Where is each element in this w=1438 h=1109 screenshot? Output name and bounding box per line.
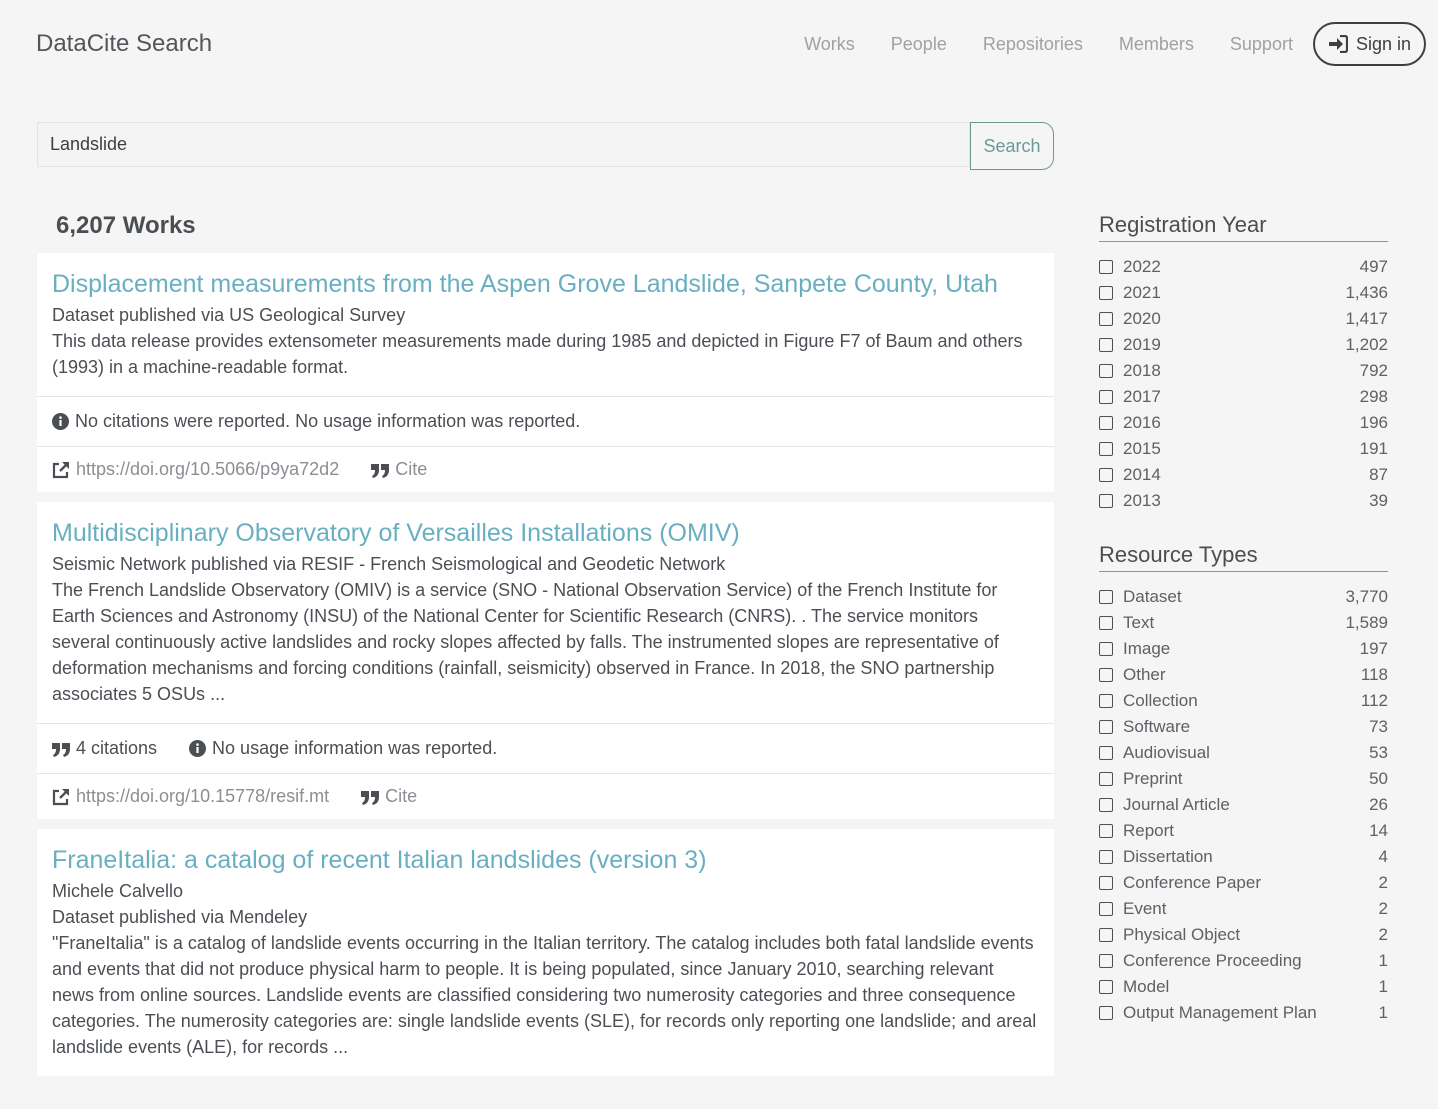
facet-option-label: 2021 — [1123, 283, 1161, 302]
checkbox[interactable] — [1099, 312, 1113, 326]
registration_year-option[interactable] — [1099, 384, 1388, 410]
facet-option-label: Text — [1123, 613, 1155, 632]
facet-option-label: Conference Paper — [1123, 873, 1261, 892]
checkbox[interactable] — [1099, 850, 1113, 864]
facet-title: Registration Year — [1099, 212, 1388, 242]
result-metrics — [37, 723, 1054, 773]
result-card — [37, 502, 1054, 819]
facet-option-label: Dataset — [1123, 587, 1182, 606]
resource_types-option[interactable] — [1099, 818, 1388, 844]
brand-logo[interactable]: DataCite Search — [36, 30, 213, 57]
resource_types-option[interactable] — [1099, 896, 1388, 922]
citations-count[interactable]: 4 citations — [76, 738, 158, 758]
facet-option-count: 197 — [1359, 639, 1388, 658]
checkbox[interactable] — [1099, 590, 1113, 604]
result-published: Seismic Network published via RESIF - French Seismological and Geodetic Network — [52, 554, 726, 574]
usage-text: No usage information was reported. — [212, 738, 498, 758]
checkbox[interactable] — [1099, 616, 1113, 630]
sign-in-label: Sign in — [1355, 33, 1411, 54]
checkbox[interactable] — [1099, 746, 1113, 760]
facet-option-label: 2015 — [1123, 439, 1161, 458]
cite-label: Cite — [385, 786, 418, 806]
checkbox[interactable] — [1099, 468, 1113, 482]
facet-option-label: Conference Proceeding — [1123, 951, 1302, 970]
registration_year-option[interactable] — [1099, 410, 1388, 436]
facet-option-label: 2016 — [1123, 413, 1161, 432]
doi-link[interactable] — [52, 459, 339, 480]
registration_year-option[interactable] — [1099, 332, 1388, 358]
checkbox[interactable] — [1099, 260, 1113, 274]
facet-option-count: 497 — [1359, 257, 1388, 276]
checkbox[interactable] — [1099, 642, 1113, 656]
resource_types-option[interactable] — [1099, 792, 1388, 818]
registration_year-option[interactable] — [1099, 306, 1388, 332]
nav-repositories[interactable]: Repositories — [982, 34, 1083, 54]
resource_types-option[interactable] — [1099, 662, 1388, 688]
result-metrics — [37, 396, 1054, 446]
doi-text: https://doi.org/10.15778/resif.mt — [76, 786, 330, 806]
result-title[interactable]: Displacement measurements from the Aspen Grove Landslide, Sanpete County, Utah — [52, 270, 998, 298]
sign-in-icon — [1328, 35, 1348, 53]
facet-option-count: 2 — [1378, 925, 1388, 944]
resource_types-option[interactable] — [1099, 688, 1388, 714]
result-title[interactable]: FraneItalia: a catalog of recent Italian landslides (version 3) — [52, 846, 707, 874]
facet-option-label: Image — [1123, 639, 1171, 658]
result-card — [37, 829, 1054, 1076]
facet-option-count: 4 — [1378, 847, 1388, 866]
result-published: Dataset published via US Geological Survey — [52, 305, 406, 325]
checkbox[interactable] — [1099, 1006, 1113, 1020]
resource_types-option[interactable] — [1099, 584, 1388, 610]
resource_types-option[interactable] — [1099, 948, 1388, 974]
facet-option-count: 1 — [1378, 977, 1388, 996]
checkbox[interactable] — [1099, 494, 1113, 508]
results-count: 6,207 Works — [56, 212, 196, 239]
facet-option-count: 1,417 — [1345, 309, 1388, 328]
registration_year-option[interactable] — [1099, 280, 1388, 306]
result-links — [37, 446, 1054, 492]
facet-option-label: Event — [1123, 899, 1167, 918]
doi-link[interactable] — [52, 786, 329, 807]
checkbox[interactable] — [1099, 954, 1113, 968]
facet-option-count: 50 — [1369, 769, 1388, 788]
search-input[interactable] — [37, 122, 970, 167]
checkbox[interactable] — [1099, 720, 1113, 734]
checkbox[interactable] — [1099, 364, 1113, 378]
facet-option-count: 87 — [1369, 465, 1388, 484]
checkbox[interactable] — [1099, 980, 1113, 994]
info-icon — [52, 413, 69, 430]
facet-option-count: 118 — [1360, 665, 1388, 684]
nav-works[interactable]: Works — [804, 34, 855, 54]
facet-option-count: 191 — [1359, 439, 1388, 458]
search-bar — [37, 122, 1054, 170]
result-author[interactable]: Michele Calvello — [52, 881, 184, 901]
facet-option-label: Journal Article — [1123, 795, 1230, 814]
top-nav — [804, 22, 1426, 66]
facet-option-count: 1,436 — [1345, 283, 1388, 302]
facet-option-count: 3,770 — [1345, 587, 1388, 606]
facet-option-count: 2 — [1378, 899, 1388, 918]
checkbox[interactable] — [1099, 416, 1113, 430]
facet-registration-year — [1099, 212, 1388, 514]
checkbox[interactable] — [1099, 668, 1113, 682]
facet-option-count: 298 — [1359, 387, 1388, 406]
nav-members[interactable]: Members — [1118, 34, 1194, 54]
quote-icon — [361, 789, 379, 805]
facet-option-label: Output Management Plan — [1123, 1003, 1317, 1022]
facet-option-count: 792 — [1359, 361, 1388, 380]
doi-text: https://doi.org/10.5066/p9ya72d2 — [76, 459, 340, 479]
facet-option-count: 1 — [1378, 951, 1388, 970]
resource_types-option[interactable] — [1099, 922, 1388, 948]
results-list — [37, 253, 1054, 1086]
facet-resource-types — [1099, 542, 1388, 1026]
facet-option-label: Report — [1123, 821, 1175, 840]
facet-option-label: Dissertation — [1123, 847, 1213, 866]
resource_types-option[interactable] — [1099, 610, 1388, 636]
result-description: This data release provides extensometer measurements made during 1985 and depicted in Figure F7 of Baum and others (1993) in a machine-readable format. — [52, 331, 1023, 377]
usage-text: No citations were reported. No usage information was reported. — [75, 411, 581, 431]
facet-option-count: 196 — [1359, 413, 1388, 432]
search-button[interactable]: Search — [970, 122, 1054, 170]
result-card — [37, 253, 1054, 492]
registration_year-option[interactable] — [1099, 358, 1388, 384]
facet-title: Resource Types — [1099, 542, 1388, 572]
resource_types-option[interactable] — [1099, 714, 1388, 740]
registration_year-option[interactable] — [1099, 488, 1388, 514]
facet-option-label: 2014 — [1123, 465, 1161, 484]
registration_year-option[interactable] — [1099, 254, 1388, 280]
info-icon — [189, 740, 206, 757]
facet-option-label: Collection — [1123, 691, 1198, 710]
facet-option-count: 73 — [1369, 717, 1388, 736]
external-link-icon — [52, 461, 70, 479]
facet-option-label: 2013 — [1123, 491, 1161, 510]
checkbox[interactable] — [1099, 798, 1113, 812]
resource_types-option[interactable] — [1099, 636, 1388, 662]
facet-option-count: 26 — [1369, 795, 1388, 814]
registration_year-option[interactable] — [1099, 462, 1388, 488]
result-description: The French Landslide Observatory (OMIV) is a service (SNO - National Observation Service) of the French Institute for Earth Sciences and Astronomy (INSU) of the National Center for Scientific Research (CNRS). . The service monitors several continuously active landslides and rocky slopes affected by falls. The instrumented slopes are representative of deformation mechanisms and forcing conditions (rainfall, seismicity) observed in France. In 2018, the SNO partnership associates 5 OSUs ... — [52, 580, 999, 704]
facet-option-count: 1,589 — [1345, 613, 1388, 632]
checkbox[interactable] — [1099, 338, 1113, 352]
external-link-icon — [52, 788, 70, 806]
facet-option-label: 2022 — [1123, 257, 1161, 276]
cite-button[interactable] — [371, 459, 427, 480]
facet-option-count: 1,202 — [1345, 335, 1388, 354]
registration_year-option[interactable] — [1099, 436, 1388, 462]
facet-option-count: 14 — [1369, 821, 1388, 840]
resource_types-option[interactable] — [1099, 870, 1388, 896]
cite-button[interactable] — [361, 786, 417, 807]
resource_types-option[interactable] — [1099, 740, 1388, 766]
checkbox[interactable] — [1099, 772, 1113, 786]
checkbox[interactable] — [1099, 286, 1113, 300]
result-links — [37, 773, 1054, 819]
checkbox[interactable] — [1099, 902, 1113, 916]
sign-in-button[interactable] — [1313, 22, 1426, 66]
facet-option-count: 39 — [1369, 491, 1388, 510]
nav-people[interactable]: People — [890, 34, 947, 54]
checkbox[interactable] — [1099, 390, 1113, 404]
quote-icon — [52, 741, 70, 757]
result-title[interactable]: Multidisciplinary Observatory of Versailles Installations (OMIV) — [52, 519, 740, 547]
facet-option-label: 2018 — [1123, 361, 1161, 380]
checkbox[interactable] — [1099, 694, 1113, 708]
facet-option-label: 2020 — [1123, 309, 1161, 328]
resource_types-option[interactable] — [1099, 1000, 1388, 1026]
result-published: Dataset published via Mendeley — [52, 907, 308, 927]
checkbox[interactable] — [1099, 824, 1113, 838]
resource_types-option[interactable] — [1099, 974, 1388, 1000]
facet-option-count: 112 — [1360, 691, 1388, 710]
checkbox[interactable] — [1099, 928, 1113, 942]
result-description: "FraneItalia" is a catalog of landslide events occurring in the Italian territory. The catalog includes both fatal landslide events and events that did not produce physical harm to people. It is being populated, since January 2010, searching relevant news from online sources. Landslide events are classified considering two numerosity categories and three consequence categories. The numerosity categories are: single landslide events (SLE), for records only reporting one landslide; and areal landslide events (ALE), for records ... — [52, 933, 1037, 1057]
facet-option-label: Preprint — [1123, 769, 1183, 788]
facet-option-count: 1 — [1378, 1003, 1388, 1022]
checkbox[interactable] — [1099, 442, 1113, 456]
quote-icon — [371, 462, 389, 478]
facet-option-label: Audiovisual — [1123, 743, 1210, 762]
nav-support[interactable]: Support — [1229, 34, 1293, 54]
resource_types-option[interactable] — [1099, 766, 1388, 792]
facet-option-label: 2019 — [1123, 335, 1161, 354]
facet-option-label: Physical Object — [1123, 925, 1241, 944]
cite-label: Cite — [395, 459, 428, 479]
facet-option-label: Model — [1123, 977, 1170, 996]
resource_types-option[interactable] — [1099, 844, 1388, 870]
checkbox[interactable] — [1099, 876, 1113, 890]
facet-option-label: Other — [1123, 665, 1166, 684]
facet-option-count: 2 — [1378, 873, 1388, 892]
facet-option-label: 2017 — [1123, 387, 1161, 406]
facet-option-count: 53 — [1369, 743, 1388, 762]
facet-option-label: Software — [1123, 717, 1191, 736]
